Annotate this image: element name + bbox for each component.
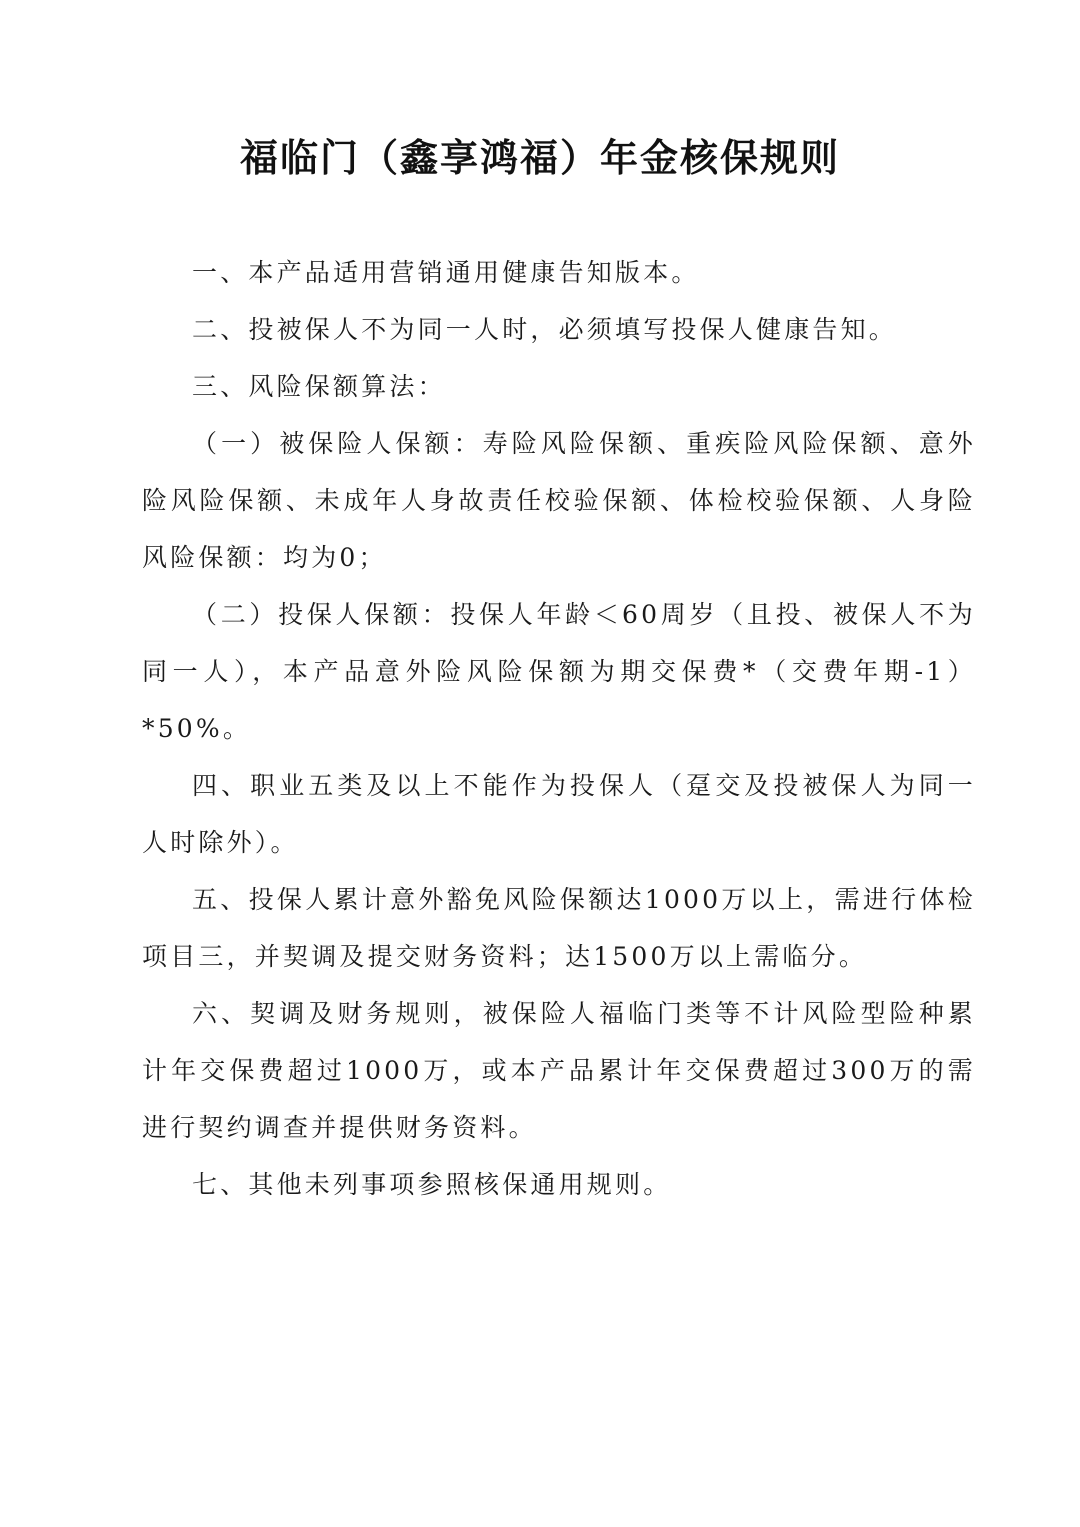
rule-paragraph-3-1: （一）被保险人保额：寿险风险保额、重疾险风险保额、意外险风险保额、未成年人身故责任校验保额、体检校验保额、人身险风险保额：均为0； bbox=[142, 429, 976, 572]
rule-paragraph-6: 六、契调及财务规则，被保险人福临门类等不计风险型险种累计年交保费超过1000万，或本产品累计年交保费超过300万的需进行契约调查并提供财务资料。 bbox=[142, 999, 976, 1142]
rule-paragraph-5: 五、投保人累计意外豁免风险保额达1000万以上，需进行体检项目三，并契调及提交财务资料；达1500万以上需临分。 bbox=[142, 885, 976, 971]
rule-paragraph-2: 二、投被保人不为同一人时，必须填写投保人健康告知。 bbox=[192, 315, 898, 344]
rule-paragraph-7: 七、其他未列事项参照核保通用规则。 bbox=[192, 1170, 672, 1199]
rule-paragraph-1: 一、本产品适用营销通用健康告知版本。 bbox=[192, 258, 700, 287]
rule-paragraph-4: 四、职业五类及以上不能作为投保人（趸交及投被保人为同一人时除外）。 bbox=[142, 771, 976, 857]
rule-paragraph-3-2: （二）投保人保额：投保人年龄＜60周岁（且投、被保人不为同一人），本产品意外险风险保额为期交保费*（交费年期-1）*50%。 bbox=[142, 600, 976, 743]
document-title: 福临门（鑫享鸿福）年金核保规则 bbox=[239, 136, 840, 180]
document-body bbox=[142, 244, 976, 1213]
rule-paragraph-3: 三、风险保额算法： bbox=[192, 372, 446, 401]
